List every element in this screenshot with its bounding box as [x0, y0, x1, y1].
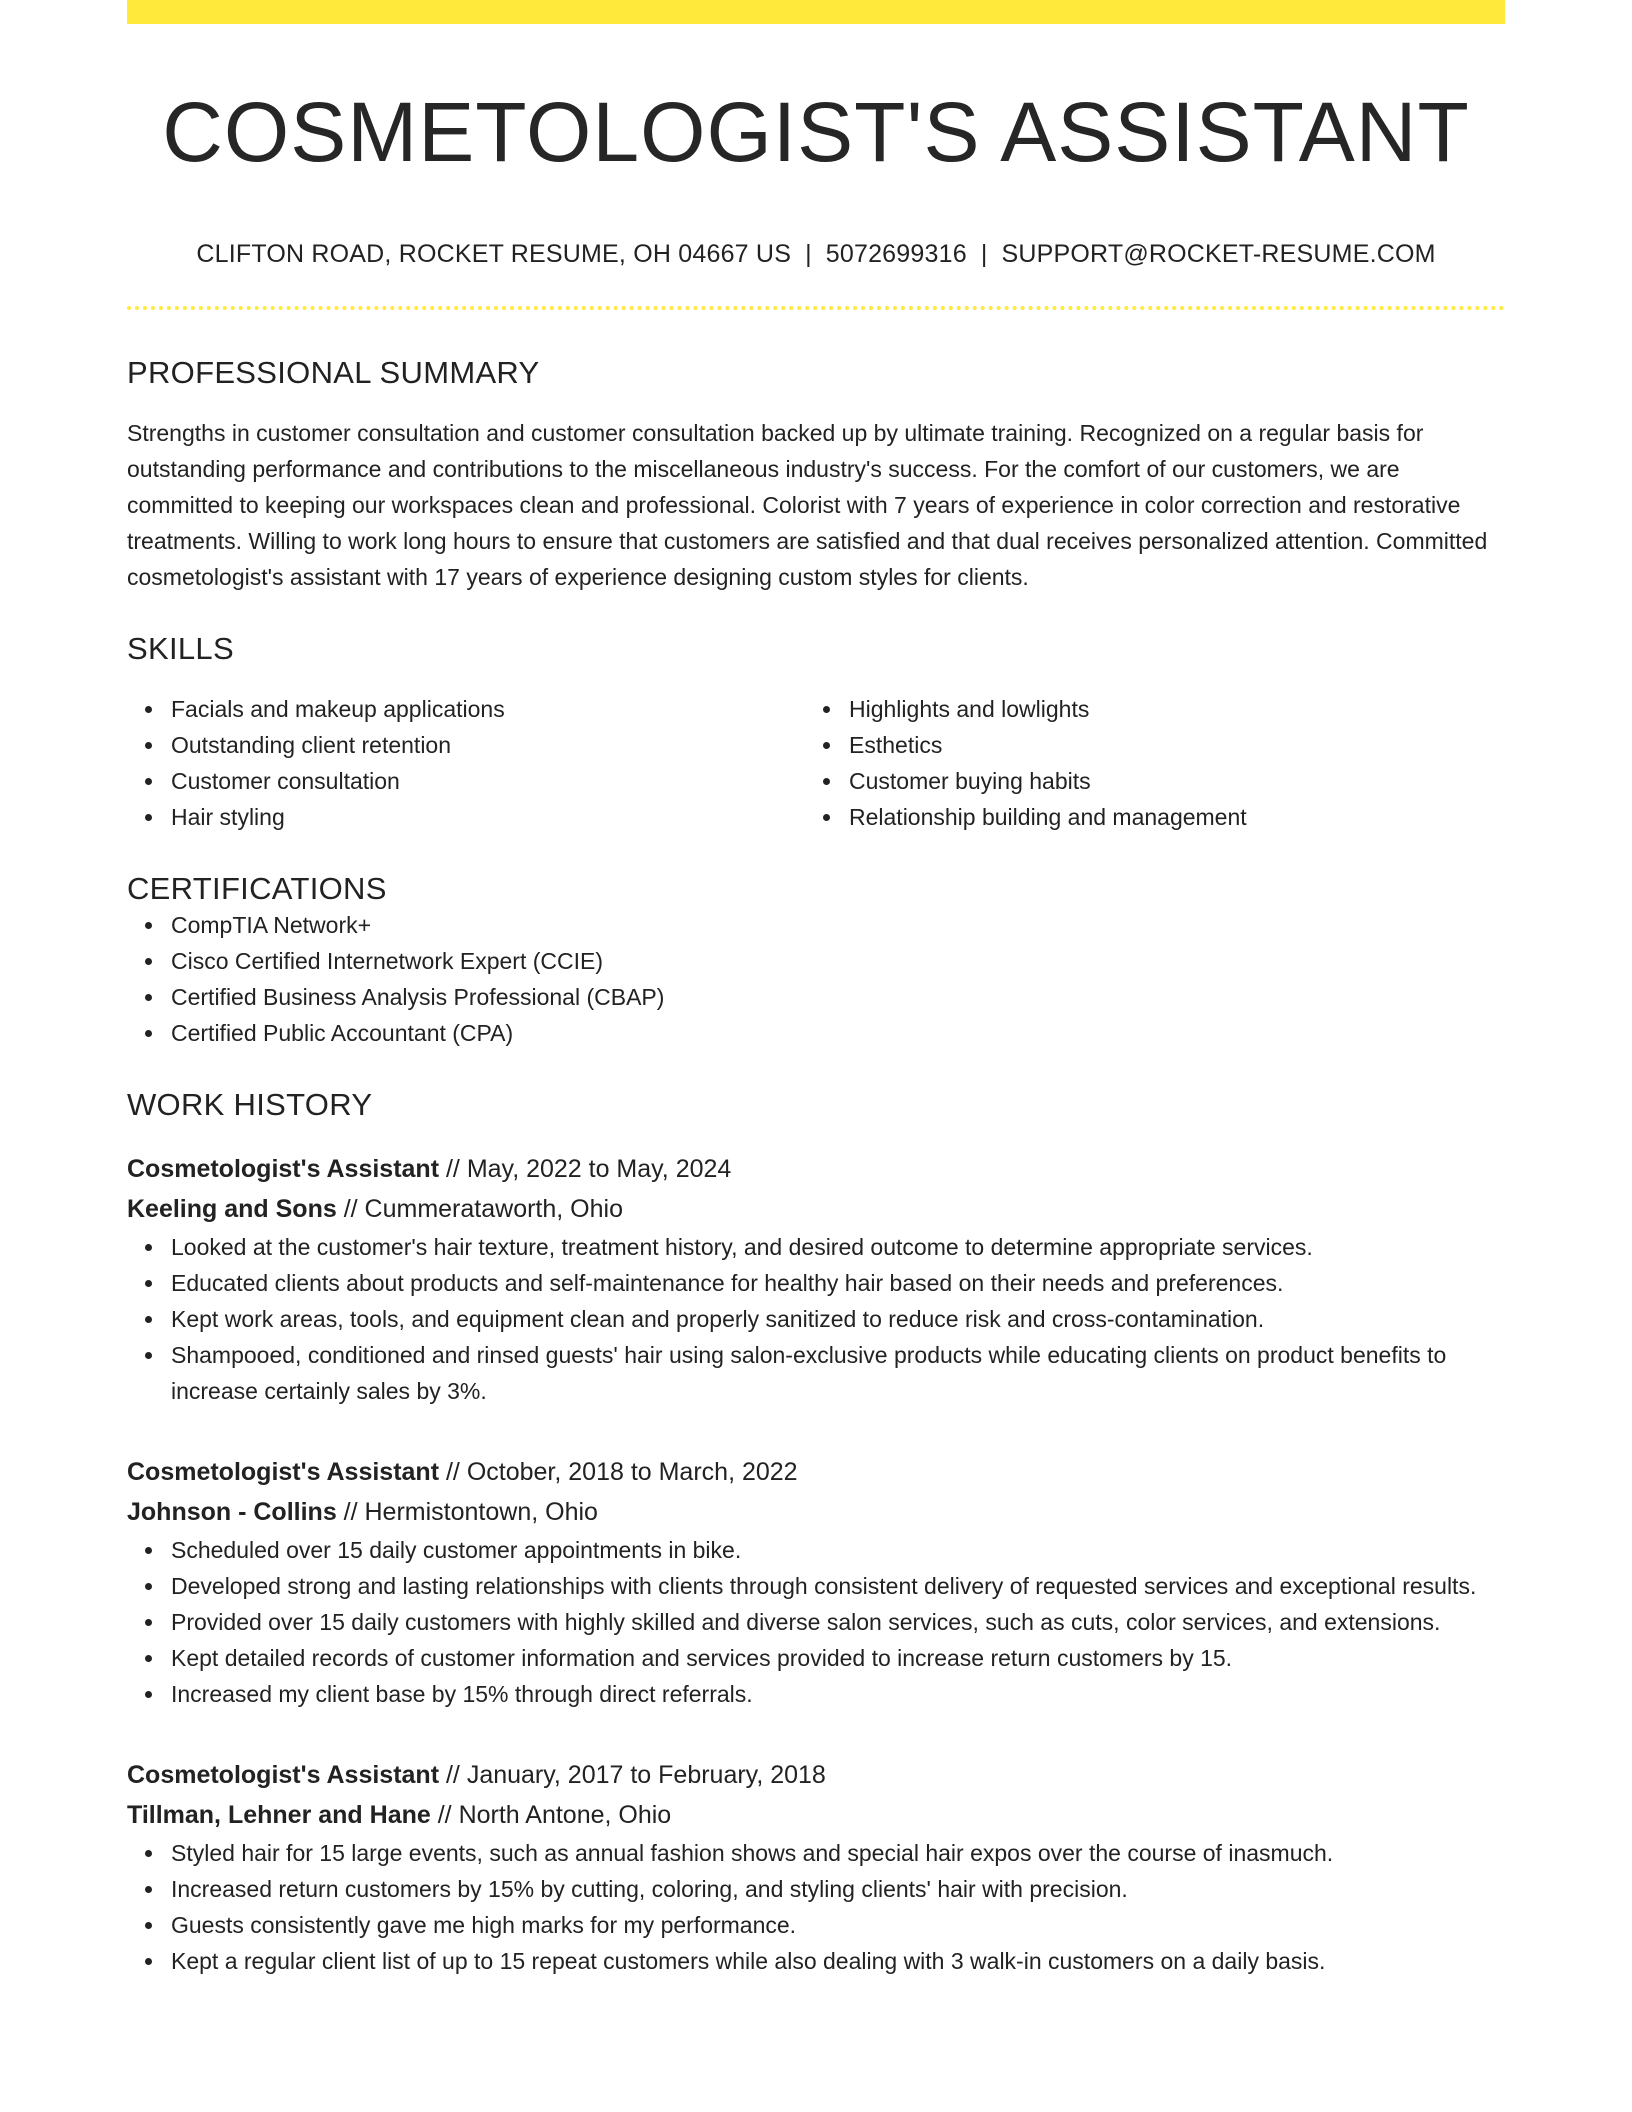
- list-item: [171, 1871, 1505, 1907]
- list-item: [849, 691, 1483, 727]
- list-item: [171, 1676, 1505, 1712]
- skills-column-left: [127, 691, 805, 835]
- list-item: [171, 943, 1505, 979]
- bullet-dot-icon: [823, 814, 830, 821]
- contact-separator: |: [805, 240, 812, 269]
- list-item-text: Provided over 15 daily customers with highly skilled and diverse salon services, such as cuts, color services, and extensions.: [171, 1609, 1441, 1636]
- bullet-dot-icon: [145, 1958, 152, 1965]
- contact-separator: |: [980, 240, 988, 269]
- work-history-heading: WORK HISTORY: [127, 1087, 373, 1123]
- bullet-dot-icon: [145, 1922, 152, 1929]
- job-title-line: [127, 1452, 1505, 1492]
- bullet-dot-icon: [145, 1886, 152, 1893]
- resume-page: [127, 0, 1505, 1979]
- list-item-text: Scheduled over 15 daily customer appointments in bike.: [171, 1537, 742, 1564]
- job-duties-list: [127, 1229, 1505, 1409]
- summary-heading: PROFESSIONAL SUMMARY: [127, 355, 540, 391]
- bullet-dot-icon: [145, 1030, 152, 1037]
- list-item-text: Certified Business Analysis Professional (CBAP): [171, 984, 665, 1011]
- list-item-text: Increased my client base by 15% through direct referrals.: [171, 1681, 753, 1708]
- list-item: [171, 1301, 1505, 1337]
- job-entry: [127, 1755, 1505, 1979]
- job-title: Cosmetologist's Assistant: [127, 1761, 440, 1790]
- job-entry: [127, 1452, 1505, 1712]
- job-company: Johnson - Collins: [127, 1498, 337, 1527]
- job-location: // Hermistontown, Ohio: [336, 1498, 598, 1527]
- job-location: // North Antone, Ohio: [430, 1801, 672, 1830]
- list-item-text: Facials and makeup applications: [171, 696, 505, 723]
- list-item: [171, 1604, 1505, 1640]
- bullet-dot-icon: [145, 1547, 152, 1554]
- bullet-dot-icon: [145, 922, 152, 929]
- bullet-dot-icon: [145, 958, 152, 965]
- job-company: Keeling and Sons: [127, 1195, 337, 1224]
- work-history-list: [127, 1149, 1505, 1979]
- list-item: [171, 763, 805, 799]
- list-item: [171, 1943, 1505, 1979]
- job-company-line: [127, 1795, 1505, 1835]
- list-item: [171, 1640, 1505, 1676]
- job-duties-list: [127, 1835, 1505, 1979]
- list-item: [171, 1835, 1505, 1871]
- list-item-text: Kept a regular client list of up to 15 repeat customers while also dealing with 3 walk-in customers on a daily basis.: [171, 1948, 1326, 1975]
- job-title-line: [127, 1149, 1505, 1189]
- bullet-dot-icon: [145, 1583, 152, 1590]
- certifications-heading: CERTIFICATIONS: [127, 871, 387, 907]
- list-item: [171, 979, 1505, 1015]
- list-item-text: Customer buying habits: [849, 768, 1091, 795]
- list-item-text: CompTIA Network+: [171, 912, 372, 939]
- certifications-list: [127, 907, 1505, 1051]
- list-item-text: Educated clients about products and self-maintenance for healthy hair based on their needs and preferences.: [171, 1270, 1284, 1297]
- skills-heading: SKILLS: [127, 631, 234, 667]
- bullet-dot-icon: [145, 1280, 152, 1287]
- list-item: [171, 907, 1505, 943]
- list-item-text: Cisco Certified Internetwork Expert (CCIE): [171, 948, 604, 975]
- list-item-text: Hair styling: [171, 804, 285, 831]
- list-item: [849, 763, 1483, 799]
- list-item: [171, 691, 805, 727]
- list-item-text: Kept detailed records of customer information and services provided to increase return customers by 15.: [171, 1645, 1233, 1672]
- skills-list-left: [127, 691, 805, 835]
- job-entry: [127, 1149, 1505, 1409]
- list-item-text: Customer consultation: [171, 768, 400, 795]
- list-item: [849, 799, 1483, 835]
- list-item: [849, 727, 1483, 763]
- bullet-dot-icon: [145, 1691, 152, 1698]
- dotted-divider: [127, 306, 1505, 310]
- list-item: [171, 799, 805, 835]
- list-item-text: Styled hair for 15 large events, such as annual fashion shows and special hair expos over the course of inasmuch.: [171, 1840, 1334, 1867]
- list-item-text: Relationship building and management: [849, 804, 1247, 831]
- bullet-dot-icon: [823, 706, 830, 713]
- bullet-dot-icon: [145, 1244, 152, 1251]
- list-item: [171, 1265, 1505, 1301]
- bullet-dot-icon: [145, 994, 152, 1001]
- job-title-line: [127, 1755, 1505, 1795]
- job-dates: // May, 2022 to May, 2024: [439, 1155, 732, 1184]
- skills-list-right: [805, 691, 1483, 835]
- list-item-text: Esthetics: [849, 732, 943, 759]
- skills-grid: [127, 691, 1505, 835]
- list-item-text: Highlights and lowlights: [849, 696, 1090, 723]
- list-item: [171, 1568, 1505, 1604]
- job-duties-list: [127, 1532, 1505, 1712]
- bullet-dot-icon: [145, 1850, 152, 1857]
- contact-line: [127, 240, 1505, 269]
- list-item: [171, 1337, 1505, 1409]
- list-item-text: Certified Public Accountant (CPA): [171, 1020, 514, 1047]
- list-item-text: Increased return customers by 15% by cutting, coloring, and styling clients' hair with precision.: [171, 1876, 1128, 1903]
- job-dates: // October, 2018 to March, 2022: [439, 1458, 798, 1487]
- contact-email: SUPPORT@ROCKET-RESUME.COM: [1001, 240, 1436, 269]
- list-item: [171, 1015, 1505, 1051]
- contact-address: CLIFTON ROAD, ROCKET RESUME, OH 04667 US: [196, 240, 792, 269]
- bullet-dot-icon: [823, 778, 830, 785]
- job-dates: // January, 2017 to February, 2018: [439, 1761, 826, 1790]
- job-title: Cosmetologist's Assistant: [127, 1458, 440, 1487]
- bullet-dot-icon: [145, 1655, 152, 1662]
- bullet-dot-icon: [823, 742, 830, 749]
- bullet-dot-icon: [145, 706, 152, 713]
- bullet-dot-icon: [145, 778, 152, 785]
- job-location: // Cummerataworth, Ohio: [336, 1195, 623, 1224]
- resume-title: COSMETOLOGIST'S ASSISTANT: [162, 85, 1470, 179]
- list-item-text: Looked at the customer's hair texture, treatment history, and desired outcome to determine appropriate services.: [171, 1234, 1313, 1261]
- bullet-dot-icon: [145, 1352, 152, 1359]
- summary-text: Strengths in customer consultation and customer consultation backed up by ultimate training. Recognized on a regular basis for outstanding performance and contributions to the miscellaneous industry's success. For the comfort of our customers, we are committed to keeping our workspaces clean and professional. Colorist with 7 years of experience in color correction and restorative treatments. Willing to work long hours to ensure that customers are satisfied and that dual receives personalized attention. Committed cosmetologist's assistant with 17 years of experience designing custom styles for clients.: [127, 420, 1488, 591]
- accent-top-bar: [127, 0, 1505, 24]
- job-company: Tillman, Lehner and Hane: [127, 1801, 431, 1830]
- list-item: [171, 1907, 1505, 1943]
- skills-column-right: [805, 691, 1483, 835]
- list-item: [171, 1229, 1505, 1265]
- list-item: [171, 1532, 1505, 1568]
- job-company-line: [127, 1492, 1505, 1532]
- bullet-dot-icon: [145, 742, 152, 749]
- list-item-text: Kept work areas, tools, and equipment clean and properly sanitized to reduce risk and cross-contamination.: [171, 1306, 1265, 1333]
- bullet-dot-icon: [145, 1619, 152, 1626]
- bullet-dot-icon: [145, 814, 152, 821]
- list-item-text: Developed strong and lasting relationships with clients through consistent delivery of requested services and exceptional results.: [171, 1573, 1477, 1600]
- list-item: [171, 727, 805, 763]
- list-item-text: Guests consistently gave me high marks for my performance.: [171, 1912, 797, 1939]
- bullet-dot-icon: [145, 1316, 152, 1323]
- list-item-text: Outstanding client retention: [171, 732, 452, 759]
- job-title: Cosmetologist's Assistant: [127, 1155, 440, 1184]
- contact-phone: 5072699316: [825, 240, 967, 269]
- list-item-text: Shampooed, conditioned and rinsed guests' hair using salon-exclusive products while educating clients on product benefits to increase certainly sales by 3%.: [171, 1342, 1447, 1405]
- job-company-line: [127, 1189, 1505, 1229]
